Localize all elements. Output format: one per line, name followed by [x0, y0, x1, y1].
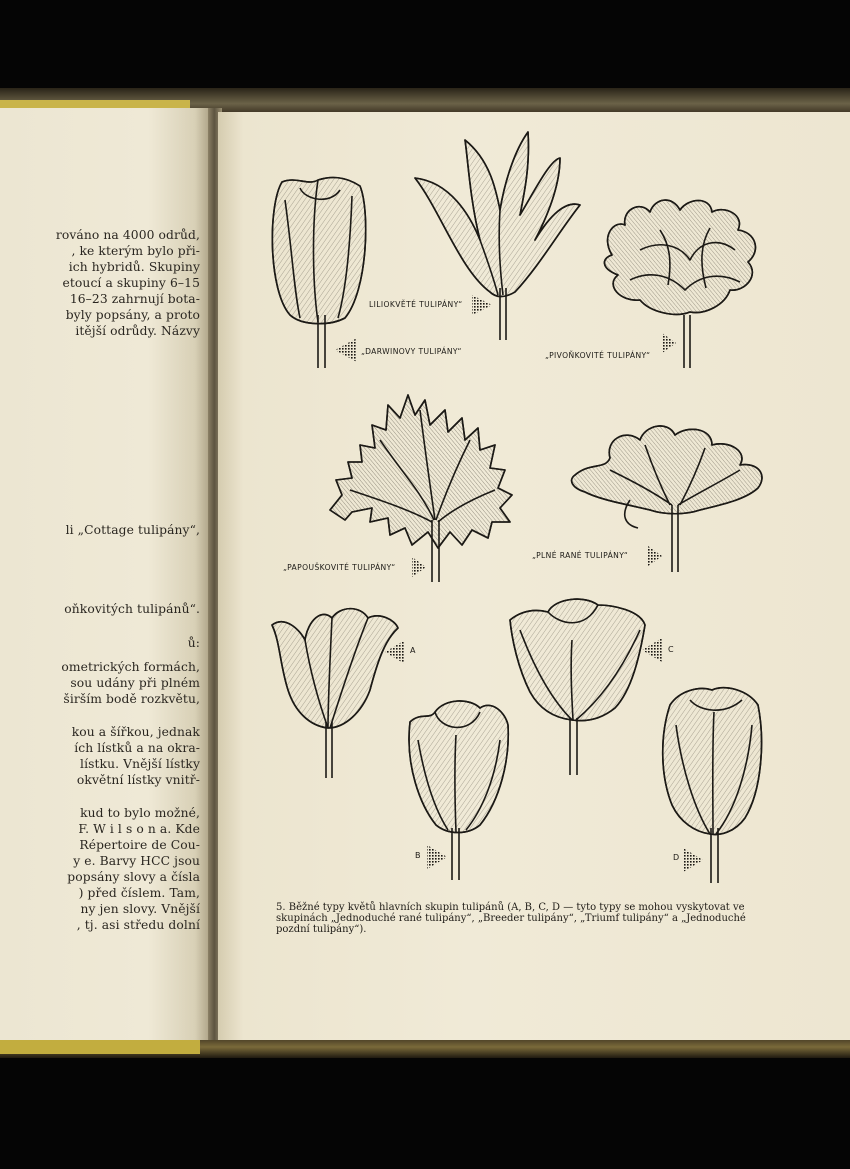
left-page-text-line: li „Cottage tulipány“, [65, 523, 200, 537]
left-page-text-line: lístku. Vnější lístky [80, 757, 200, 771]
left-page-text-line: ) před číslem. Tam, [78, 886, 200, 900]
left-page-text-line: y e. Barvy HCC jsou [73, 854, 200, 868]
left-page-text-line: ometrických formách, [61, 660, 200, 674]
double-early-pointer-arrow [648, 546, 662, 566]
peony-tulip-drawing [604, 200, 755, 368]
left-page-text-line: popsány slovy a čísla [67, 870, 200, 884]
label-peony-tulips: „PIVOŇKOVITÉ TULIPÁNY“ [545, 351, 651, 360]
left-page-text-line: Répertoire de Cou- [79, 838, 200, 852]
left-page-text-line: rováno na 4000 odrůd, [55, 228, 200, 242]
tulip-c-pointer-arrow [642, 638, 662, 662]
label-double-early-tulips: „PLNÉ RANÉ TULIPÁNY“ [532, 551, 629, 560]
tulip-a-pointer-arrow [385, 640, 405, 664]
label-darwin-tulips: „DARWINOVY TULIPÁNY“ [361, 347, 462, 356]
left-page-text-line: , ke kterým bylo při- [71, 244, 200, 258]
parrot-tulip-drawing [330, 395, 512, 582]
label-parrot-tulips: „PAPOUŠKOVITÉ TULIPÁNY“ [283, 563, 396, 572]
left-page-text-line: ich hybridů. Skupiny [68, 260, 200, 274]
left-page-text-line: itější odrůdy. Názvy [75, 324, 200, 338]
left-page-text-line: sou udány při plném [70, 676, 200, 690]
left-page-text-line: F. W i l s o n a. Kde [78, 822, 200, 836]
left-page-text-line: , tj. asi středu dolní [76, 918, 200, 932]
label-type-c: C [668, 645, 674, 654]
label-type-b: B [415, 851, 421, 860]
label-type-a: A [410, 646, 416, 655]
tulip-d-pointer-arrow [683, 848, 703, 872]
darwin-pointer-arrow [335, 338, 357, 362]
lily-pointer-arrow [472, 295, 492, 315]
left-page-text-line: okvětní lístky vnitř- [76, 773, 200, 787]
tulip-type-b-drawing [409, 701, 508, 880]
left-page-text-line: ích lístků a na okra- [74, 741, 200, 755]
peony-pointer-arrow [662, 333, 676, 353]
tulip-type-c-drawing [510, 599, 645, 775]
left-page-text-line: etoucí a skupiny 6–15 [62, 276, 200, 290]
darwin-tulip-drawing [272, 178, 365, 368]
left-page-text-line: širším bodě rozkvětu, [63, 692, 200, 706]
left-page-text-line: ny jen slovy. Vnější [80, 902, 200, 916]
label-lily-flowered-tulips: LILIOKVĚTÉ TULIPÁNY“ [369, 300, 463, 309]
parrot-pointer-arrow [412, 557, 426, 577]
tulip-type-a-drawing [272, 609, 398, 778]
left-page-text-line: byly popsány, a proto [65, 308, 200, 322]
label-type-d: D [673, 853, 680, 862]
left-page-text-line: oňkovitých tulipánů“. [64, 602, 200, 616]
tulip-b-pointer-arrow [427, 845, 447, 869]
left-page-text-line: 16–23 zahrnují bota- [69, 292, 200, 306]
left-page-text-line: ů: [187, 636, 200, 650]
figure-caption: 5. Běžné typy květů hlavních skupin tulipánů (A, B, C, D — tyto typy se mohou vyskytovat ve skupinách „Jednoduché rané tulipány“, „Breeder tulipány“, „Triumf tulipány“ a „Jednoduché pozdní tulipány“). [276, 902, 746, 935]
left-page-text-line: kou a šířkou, jednak [71, 725, 200, 739]
left-page-text-line: kud to bylo možné, [80, 806, 200, 820]
